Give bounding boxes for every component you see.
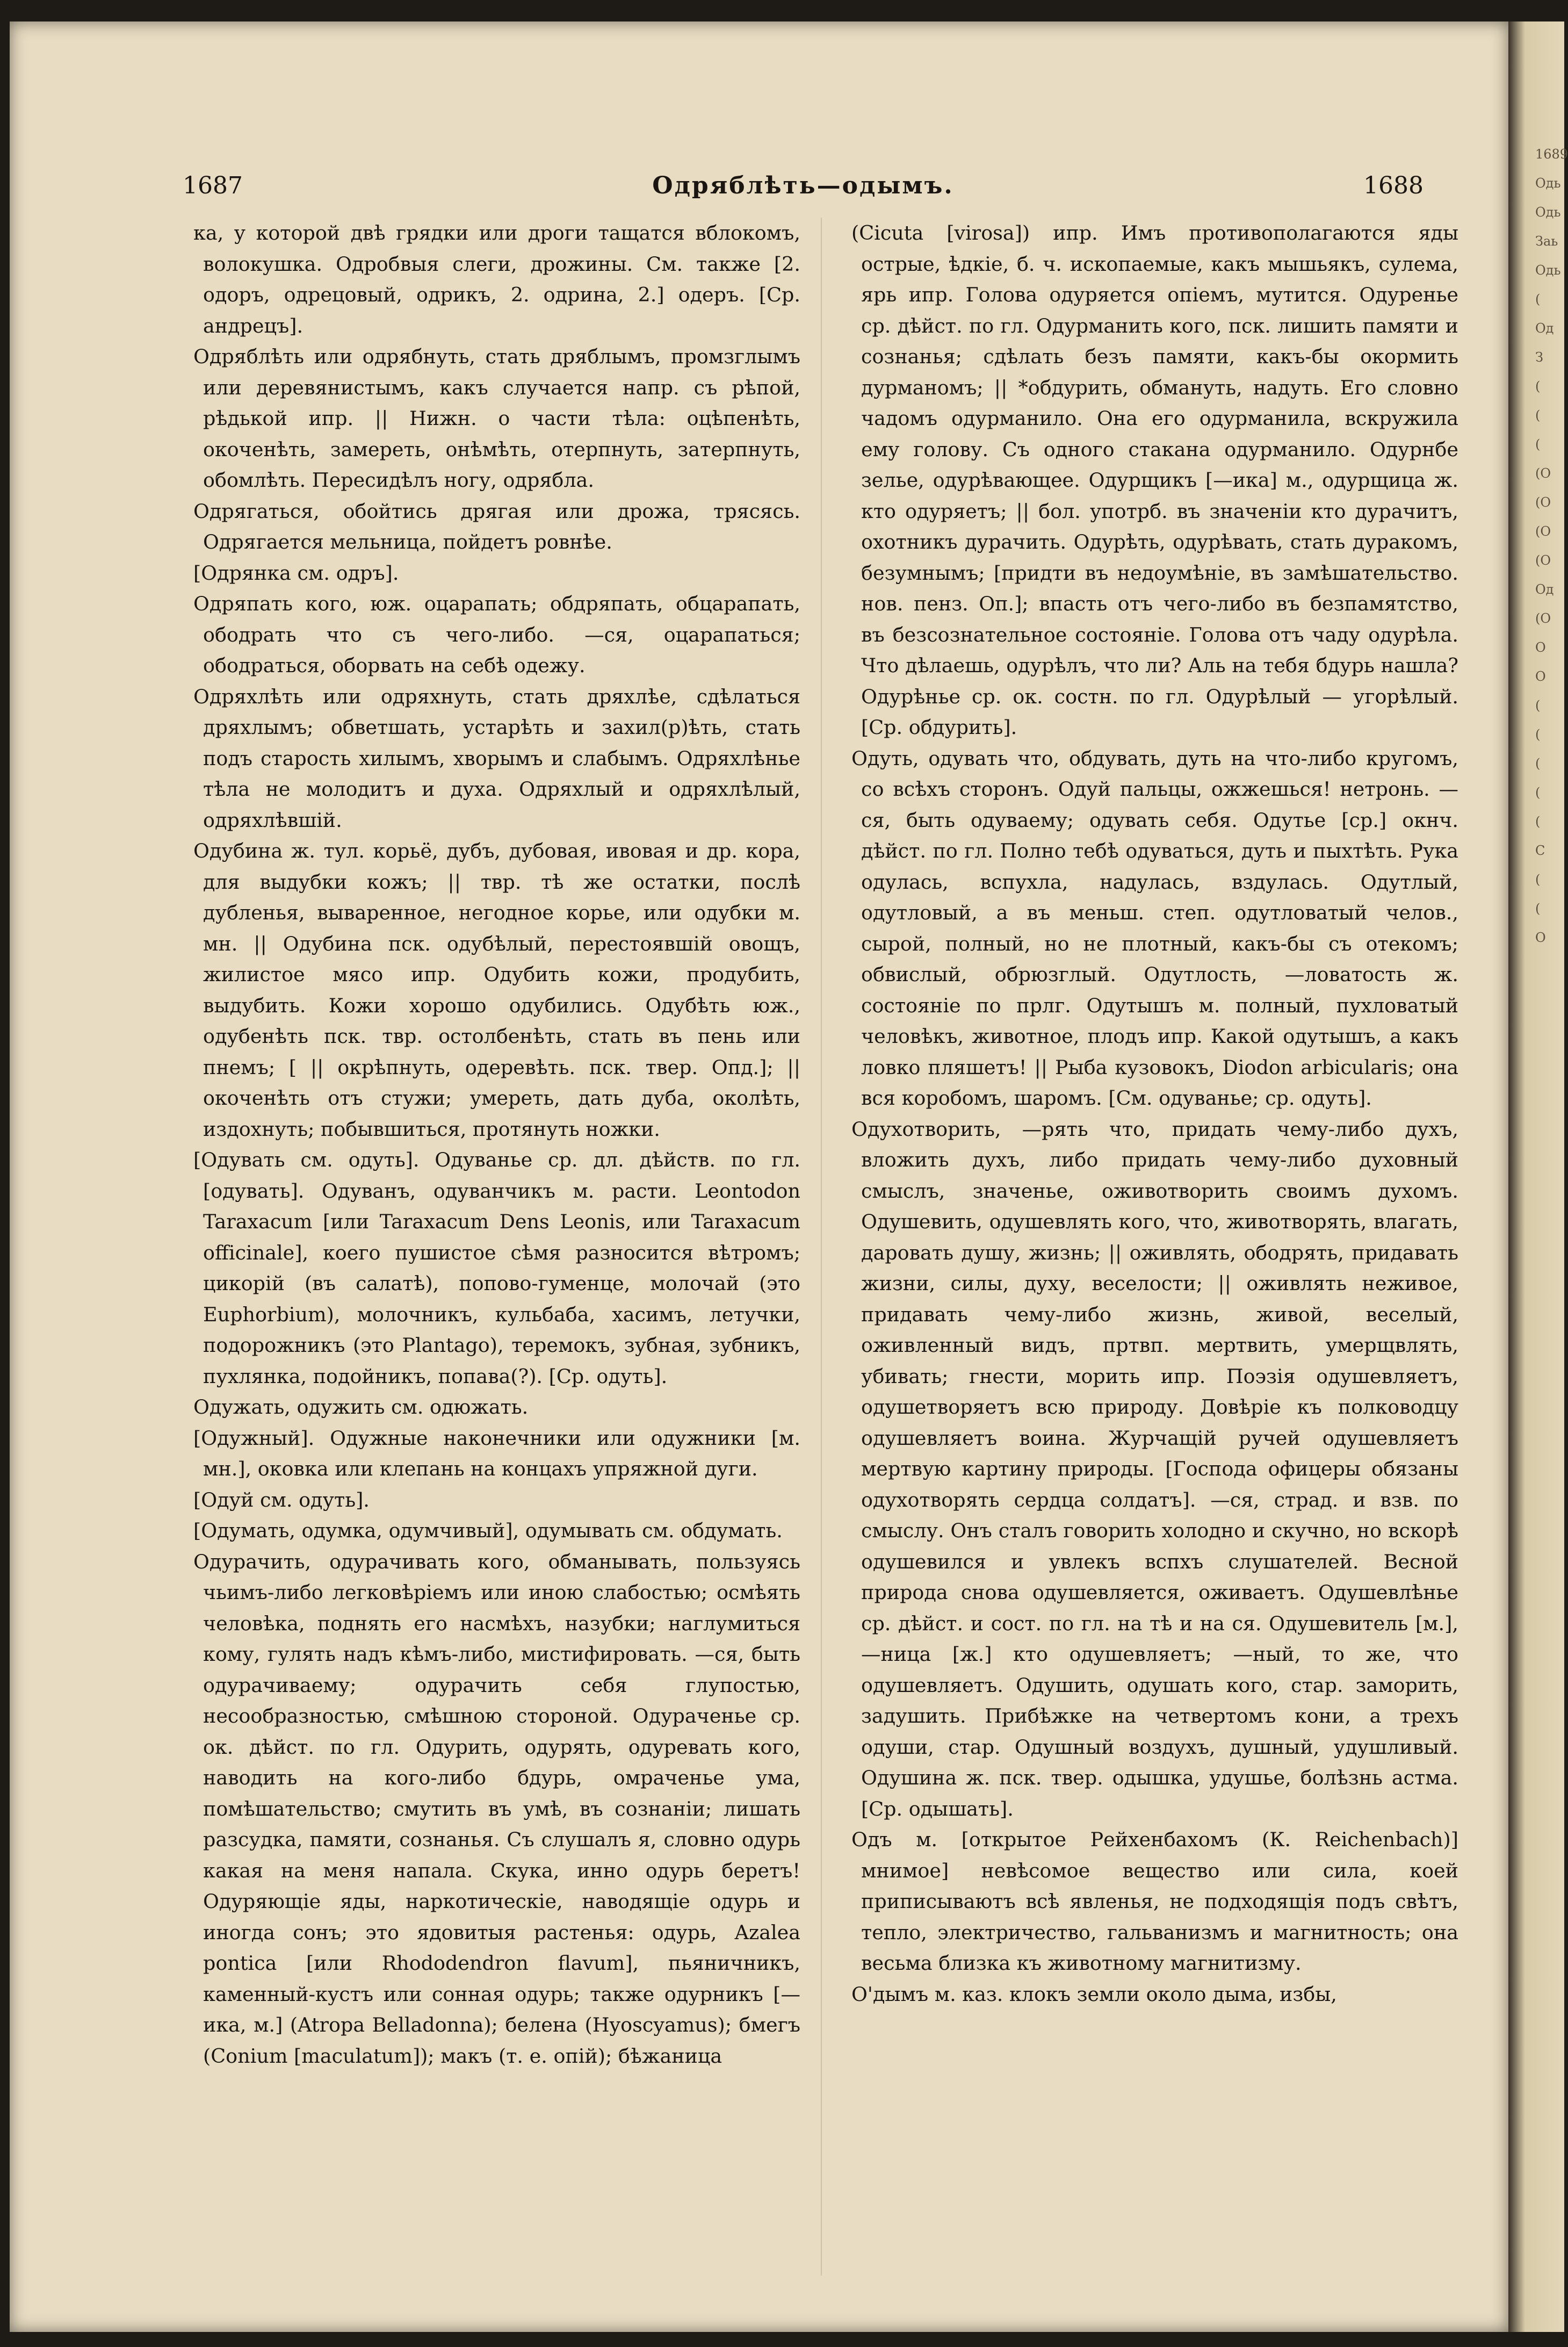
- entry: Одряпать кого, юж. оцарапать; обдряпать, обцарапать, ободрать что съ чего-либо. —ся, оцарапаться; ободраться, оборвать на себѣ одежу.: [193, 592, 800, 677]
- running-title: Одряблѣть—одымъ.: [652, 172, 954, 199]
- left-column: [193, 218, 800, 2276]
- entry: [Одувать см. одуть]. Одуванье ср. дл. дѣйств. по гл. [одувать]. Одуванъ, одуванчикъ м. расти. Leontodon Taraxacum [или Taraxacum Dens Leonis, или Taraxacum officinale], коего пушистое сѣмя разносится вѣтромъ; цикорій (въ салатѣ), попово-гуменце, молочай (это Euphorbium), молочникъ, кульбаба, хасимъ, летучки, подорожникъ (это Plantago), теремокъ, зубная, зубникъ, пухлянка, подойникъ, попава(?). [Ср. одуть].: [193, 1148, 800, 1388]
- entry: О'дымъ м. каз. клокъ земли около дыма, избы,: [851, 1982, 1337, 2006]
- running-header: [183, 172, 1424, 204]
- entry: [Одрянка см. одръ].: [193, 561, 399, 585]
- entry: Одряхлѣть или одряхнуть, стать дряхлѣе, сдѣлаться дряхлымъ; обветшать, устарѣть и захил(р)ѣть, стать подъ старость хилымъ, хворымъ и слабымъ. Одряхлѣнье тѣла не молодитъ и духа. Одряхлый и одряхлѣлый, одряхлѣвшій.: [193, 685, 800, 832]
- entry: Одрягаться, обойтись дрягая или дрожа, трясясь. Одрягается мельница, пойдетъ ровнѣе.: [193, 499, 800, 553]
- entry: Одурачить, одурачивать кого, обманывать, пользуясь чьимъ-либо легковѣріемъ или иною слабостью; осмѣять человѣка, поднять его насмѣхъ, назубки; наглумиться кому, гулять надъ кѣмъ-либо, мистифировать. —ся, быть одурачиваему; одурачить себя глупостью, несообразностью, смѣшною стороной. Одураченье ср. ок. дѣйст. по гл. Одурить, одурять, одуревать кого, наводить на кого-либо бдурь, омраченье ума, помѣшательство; смутить въ умѣ, въ сознаніи; лишать разсудка, памяти, сознанья. Съ слушалъ я, словно одурь какая на меня напала. Скука, инно одурь беретъ! Одуряющіе яды, наркотическіе, наводящіе одурь и иногда сонъ; это ядовитыя растенья: одурь, Azalea pontica [или Rhododendron flavum], пьяничникъ, каменный-кустъ или сонная одурь; также одурникъ [—ика, м.] (Atropa Belladonna); белена (Hyoscyamus); бмегъ (Conium [maculatum]); макъ (т. е. опій); бѣжаница: [193, 1550, 800, 2068]
- entry: Одухотворить, —рять что, придать чему-либо духъ, вложить духъ, либо придать чему-либо духовный смыслъ, значенье, оживотворить своимъ духомъ. Одушевить, одушевлять кого, что, животворять, влагать, даровать душу, жизнь; || оживлять, ободрять, придавать жизни, силы, духу, веселости; || оживлять неживое, придавать чему-либо жизнь, живой, веселый, оживленный видъ, пртвп. мертвить, умерщвлять, убивать; гнести, морить ипр. Поэзія одушевляетъ, одушетворяетъ всю природу. Довѣріе къ полководцу одушевляетъ воина. Журчащій ручей одушевляетъ мертвую картину природы. [Господа офицеры обязаны одухотворять сердца солдатъ]. —ся, страд. и взв. по смыслу. Онъ сталъ говорить холодно и скучно, но вскорѣ одушевился и увлекъ вспхъ слушателей. Весной природа снова одушевляется, оживаетъ. Одушевлѣнье ср. дѣйст. и сост. по гл. на тѣ и на ся. Одушевитель [м.], —ница [ж.] кто одушевляетъ; —ный, то же, что одушевляетъ. Одушить, одушать кого, стар. заморить, задушить. Прибѣжке на четвертомъ кони, а трехъ одуши, стар. Одушный воздухъ, душный, удушливый. Одушина ж. пск. твер. одышка, удушье, болѣзнь астма. [Ср. одышать].: [851, 1117, 1458, 1820]
- right-column: [851, 218, 1458, 2276]
- facing-page-fragments: 1689 Одь Одь Заь Одь ( Од З ( ( ( (О (О (О (О Од (О О О ( ( ( ( ( С ( ( О: [1535, 147, 1568, 945]
- entry: [Одужный]. Одужные наконечники или одужники [м. мн.], оковка или клепань на концахъ упряжной дуги.: [193, 1426, 800, 1480]
- entry: Одуть, одувать что, обдувать, дуть на что-либо кругомъ, со всѣхъ сторонъ. Одуй пальцы, ожжешься! нетронь. —ся, быть одуваему; одувать себя. Одутье [ср.] окнч. дѣйст. по гл. Полно тебѣ одуваться, дуть и пыхтѣть. Рука одулась, вспухла, надулась, вздулась. Одутлый, одутловый, а въ меньш. степ. одутловатый челов., сырой, полный, но не плотный, какъ-бы съ отекомъ; обвислый, обрюзглый. Одутлость, —ловатость ж. состояніе по прлг. Одутышъ м. полный, пухловатый человѣкъ, животное, плодъ ипр. Какой одутышъ, а какъ ловко пляшетъ! || Рыба кузовокъ, Diodon arbicularis; она вся коробомъ, шаромъ. [См. одуванье; ср. одуть].: [851, 746, 1458, 1110]
- page-number-left: 1687: [183, 172, 243, 199]
- entry: [Одуй см. одуть].: [193, 1488, 370, 1511]
- entry: Одужать, одужить см. одюжать.: [193, 1395, 529, 1419]
- page-number-right: 1688: [1363, 172, 1424, 199]
- entry: Одряблѣть или одрябнуть, стать дряблымъ, промзглымъ или деревянистымъ, какъ случается напр. съ рѣпой, рѣдькой ипр. || Нижн. о части тѣла: оцѣпенѣть, окоченѣть, замереть, онѣмѣть, отерпнуть, затерпнуть, обомлѣть. Пересидѣлъ ногу, одрябла.: [193, 345, 800, 492]
- entry: (Cicuta [virosa]) ипр. Имъ противополагаются яды острые, ѣдкіе, б. ч. ископаемые, какъ мышьякъ, сулема, ярь ипр. Голова одуряется опіемъ, мутится. Одуренье ср. дѣйст. по гл. Одурманить кого, пск. лишить памяти и сознанья; сдѣлать безъ памяти, какъ-бы окормить дурманомъ; || *обдурить, обмануть, надуть. Его словно чадомъ одурманило. Она его одурманила, вскружила ему голову. Съ одного стакана одурманило. Одурнбе зелье, одурѣвающее. Одурщикъ [—ика] м., одурщица ж. кто одуряетъ; || бол. употрб. въ значеніи кто дурачитъ, охотникъ дурачить. Одурѣть, одурѣвать, стать дуракомъ, безумнымъ; [придти въ недоумѣніе, въ замѣшательство. нов. пенз. Оп.]; впасть отъ чего-либо въ безпамятство, въ безсознательное состояніе. Голова отъ чаду одурѣла. Что дѣлаешь, одурѣлъ, что ли? Аль на тебя бдурь нашла? Одурѣнье ср. ок. состн. по гл. Одурѣлый — угорѣлый. [Ср. обдурить].: [851, 221, 1458, 739]
- entry: [Одумать, одумка, одумчивый], одумывать см. обдумать.: [193, 1519, 783, 1542]
- entry: Одъ м. [открытое Рейхенбахомъ (К. Reichenbach)] мнимое] невѣсомое вещество или сила, коей приписываютъ всѣ явленья, не подходящія подъ свѣтъ, тепло, электричество, гальванизмъ и магнитность; она весьма близка къ животному магнитизму.: [851, 1828, 1458, 1975]
- column-divider: [821, 218, 822, 2276]
- entry: ка, у которой двѣ грядки или дроги тащатся вблокомъ, волокушка. Одробвыя слеги, дрожины. См. также [2. одоръ, одрецовый, одрикъ, 2. одрина, 2.] одеръ. [Ср. андрецъ].: [193, 221, 800, 337]
- entry: Одубина ж. тул. корьё, дубъ, дубовая, ивовая и др. кора, для выдубки кожъ; || твр. тѣ же остатки, послѣ дубленья, вываренное, негодное корье, или одубки м. мн. || Одубина пск. одубѣлый, перестоявшій овощъ, жилистое мясо ипр. Одубить кожи, продубить, выдубить. Кожи хорошо одубились. Одубѣть юж., одубенѣть пск. твр. остолбенѣть, стать въ пень или пнемъ; [ || окрѣпнуть, одеревѣть. пск. твер. Опд.]; || окоченѣть отъ стужи; умереть, дать дуба, околѣть, издохнуть; побывшиться, протянуть ножки.: [193, 839, 800, 1141]
